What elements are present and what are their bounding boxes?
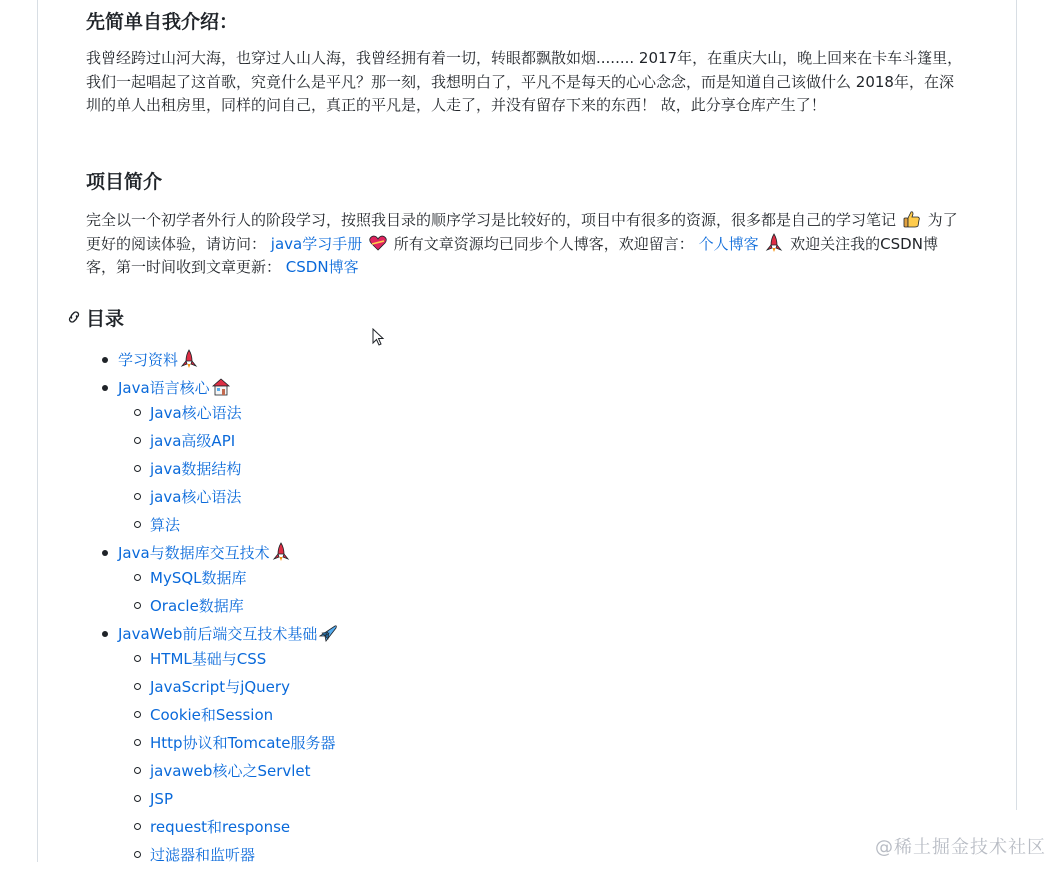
rocket-icon [179, 349, 199, 369]
toc-item [118, 346, 339, 374]
project-text-3: 所有文章资源均已同步个人博客，欢迎留言： [393, 234, 694, 253]
toc-subitem [150, 511, 339, 539]
toc-sublink[interactable]: 过滤器和监听器 [150, 846, 256, 864]
toc-link-study-materials[interactable]: 学习资料 [118, 351, 179, 369]
toc-subitem [150, 427, 339, 455]
toc-sublink[interactable]: Cookie和Session [150, 706, 274, 724]
toc-heading: 目录 [86, 308, 125, 330]
toc-sublink[interactable]: request和response [150, 818, 291, 836]
toc-link-java-database[interactable]: Java与数据库交互技术 [118, 544, 270, 562]
toc-subitem [150, 729, 339, 757]
toc-sublink[interactable]: java数据结构 [150, 460, 242, 478]
toc-sublist [118, 645, 339, 869]
mouse-cursor-icon [372, 328, 386, 348]
house-icon [211, 377, 231, 397]
project-text-1: 完全以一个初学者外行人的阶段学习，按照我目录的顺序学习是比较好的，项目中有很多的资源，很多都是自己的学习笔记 [86, 211, 897, 229]
toc-sublink[interactable]: HTML基础与CSS [150, 650, 267, 668]
toc-subitem [150, 564, 339, 592]
toc-sublist [118, 564, 339, 620]
toc-sublink[interactable]: javaweb核心之Servlet [150, 762, 311, 780]
toc-item [118, 374, 339, 539]
project-text-4: 欢迎关注我的CSDN博客，第一时间收到文章更新： [86, 234, 938, 276]
project-text-2: 为了更好的阅读体验，请访问： [86, 211, 958, 253]
toc-sublist [118, 399, 339, 539]
toc-subitem [150, 785, 339, 813]
toc-subitem [150, 813, 339, 841]
toc-sublink[interactable]: MySQL数据库 [150, 569, 247, 587]
intro-heading: 先简单自我介绍： [86, 11, 239, 33]
rocket-icon [271, 542, 291, 562]
toc-sublink[interactable]: Java核心语法 [150, 404, 242, 422]
thumbs-up-icon [902, 209, 922, 229]
toc-sublink[interactable]: JavaScript与jQuery [150, 678, 290, 696]
toc-sublink[interactable]: Oracle数据库 [150, 597, 244, 615]
csdn-blog-link[interactable]: CSDN博客 [285, 258, 359, 276]
toc-subitem [150, 841, 339, 869]
toc-subitem [150, 399, 339, 427]
toc-subitem [150, 592, 339, 620]
intro-paragraph: 我曾经跨过山河大海，也穿过人山人海，我曾经拥有着一切，转眼都飘散如烟........ 2017年，在重庆大山，晚上回来在卡车斗篷里，我们一起唱起了这首歌，究竟什么是平凡？那一刻，我想明白了，平凡不是每天的心心念念，而是知道自己该做什么 2018年，在深圳的单人出租房里，同样的问自己，真正的平凡是，人走了，并没有留存下来的东西！ 故，此分享仓库产生了！ [86, 49, 963, 114]
toc-sublink[interactable]: Http协议和Tomcate服务器 [150, 734, 336, 752]
project-heading: 项目简介 [86, 171, 163, 193]
toc-subitem [150, 483, 339, 511]
heart-icon [368, 233, 388, 253]
toc-sublink[interactable]: java核心语法 [150, 488, 242, 506]
right-border [1016, 0, 1017, 810]
toc-sublink[interactable]: 算法 [150, 516, 181, 534]
toc-sublink[interactable]: JSP [150, 790, 173, 808]
toc-subitem [150, 455, 339, 483]
watermark: @稀土掘金技术社区 [875, 837, 1046, 858]
rocket-icon [764, 233, 784, 253]
left-border [37, 0, 38, 862]
table-of-contents [118, 346, 339, 869]
airplane-icon [318, 623, 338, 643]
toc-item [118, 539, 339, 620]
toc-item [118, 620, 339, 869]
link-anchor-icon[interactable] [66, 309, 82, 325]
toc-subitem [150, 701, 339, 729]
java-handbook-link[interactable]: java学习手册 [270, 234, 363, 253]
personal-blog-link[interactable]: 个人博客 [698, 234, 759, 253]
toc-link-java-core[interactable]: Java语言核心 [118, 379, 210, 397]
project-paragraph [86, 209, 966, 280]
toc-subitem [150, 673, 339, 701]
toc-subitem [150, 757, 339, 785]
toc-subitem [150, 645, 339, 673]
toc-sublink[interactable]: java高级API [150, 432, 236, 450]
toc-link-javaweb[interactable]: JavaWeb前后端交互技术基础 [118, 625, 318, 643]
